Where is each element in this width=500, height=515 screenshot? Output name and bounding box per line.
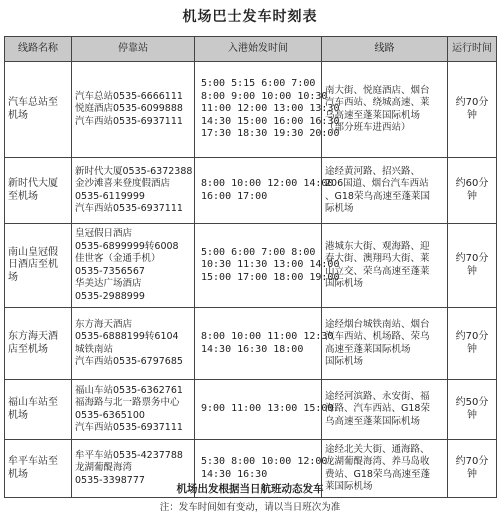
table-row [5, 62, 497, 158]
column-header: 入港始发时间 [195, 37, 322, 62]
route-cell [322, 224, 448, 308]
cell-line: 汽车西站、机场路、荣乌 [325, 331, 430, 342]
cell-line: 0535-7356567 [75, 265, 145, 277]
cell-line: 福山车站0535-6362761 [75, 384, 183, 396]
cell-line: 南山皇冠假 [8, 246, 58, 258]
table-row [5, 380, 497, 440]
cell-line: 店至机场 [8, 343, 48, 355]
cell-line: 悦庭酒店0535-6099888 [75, 103, 183, 115]
table-row [5, 158, 497, 224]
cell-line: 5:00 6:00 7:00 8:00 [201, 246, 316, 258]
cell-line: 15:00 17:00 18:00 19:00 [201, 271, 340, 283]
cell-line: 汽车西站、绕城高速、莱 [325, 97, 430, 108]
cell-line: 途经河滨路、永安街、福 [325, 390, 430, 402]
cell-line: 汽车总站0535-6666111 [75, 90, 183, 102]
cell-line: 乌高速至蓬莱国际机场 [325, 109, 421, 121]
cell-line: 新时代大厦0535-6372388 [75, 165, 193, 177]
footer-notice: 机场出发根据当日航班动态发车 [176, 483, 324, 495]
cell-line: 汽车西站0535-6937111 [75, 203, 183, 214]
cell-line: 17:30 18:30 19:30 20:00 [201, 128, 340, 140]
schedule-table [4, 36, 497, 498]
route-cell [322, 308, 448, 380]
page-title: 机场巴士发车时刻表 [182, 9, 318, 25]
table-header-row [5, 37, 497, 62]
cell-line: 佳世客（金通手机） [75, 253, 161, 264]
cell-line: 汽车总站至 [8, 97, 58, 108]
cell-line: 龙湖葡醍海湾 [75, 462, 133, 474]
cell-line: 206国道、烟台汽车西站 [325, 178, 429, 189]
cell-line: 高速至蓬莱国际机场 [325, 343, 411, 355]
cell-line: 0535-3398777 [75, 474, 145, 486]
cell-line: 城铁南站 [75, 343, 114, 355]
cell-line: （部分班车进西站） [325, 122, 411, 133]
cell-line: 机场 [8, 109, 28, 121]
cell-line: 福山车站至 [8, 397, 58, 408]
cell-line: 牟平车站至 [8, 456, 58, 467]
column-header: 运行时间 [448, 37, 497, 62]
cell-line: 海路、汽车西站、G18荣 [325, 403, 430, 415]
cell-line: 东方海天酒店 [75, 318, 133, 330]
cell-line: 汽车西站0535-6937111 [75, 422, 183, 433]
duration-cell: 约60分钟 [448, 158, 497, 224]
departure-times-cell [195, 158, 334, 224]
stops-cell [72, 224, 195, 308]
departure-times-cell [195, 224, 340, 308]
route-name-cell [5, 62, 72, 158]
cell-line: 金沙滩喜来登度假酒店 [75, 178, 171, 189]
duration-cell: 约70分钟 [448, 224, 497, 308]
cell-line: 乌高速至蓬莱国际机场 [325, 415, 421, 427]
route-name-cell [5, 158, 72, 224]
cell-line: 皇冠假日酒店 [75, 228, 133, 239]
cell-line: 国际机场 [325, 356, 364, 367]
cell-line: 新时代大厦 [8, 178, 58, 189]
cell-line: 汽车西站0535-6937111 [75, 115, 183, 127]
cell-line: 福海路与北一路票务中心 [75, 397, 180, 408]
cell-line: 9:00 11:00 13:00 15:00 [201, 403, 334, 415]
route-cell [322, 62, 448, 158]
cell-line: 14:30 15:00 16:00 16:30 [201, 115, 340, 127]
table-row [5, 308, 497, 380]
footer-note: 注：发车时间如有变动，请以当日班次为准 [159, 502, 341, 513]
cell-line: 南大街、悦庭酒店、烟台 [325, 84, 430, 96]
stops-cell [72, 308, 195, 380]
cell-line: 华美达广场酒店 [75, 278, 142, 289]
route-cell [322, 380, 448, 440]
cell-line: 日酒店至机 [8, 259, 58, 271]
departure-times-cell [195, 308, 334, 380]
cell-line: 11:00 12:00 13:00 13:30 [201, 103, 340, 115]
cell-line: 0535-6888199转6104 [75, 331, 179, 342]
cell-line: 港城东大街、观海路、迎 [325, 240, 430, 252]
cell-line: 山立交、荣乌高速至蓬莱 [325, 265, 430, 277]
departure-times-cell [195, 380, 334, 440]
cell-line: 10:30 11:30 13:00 14:00 [201, 259, 340, 271]
cell-line: 汽车西站0535-6797685 [75, 356, 183, 367]
stops-cell [72, 158, 195, 224]
column-header: 停靠站 [72, 37, 195, 62]
column-header: 线路名称 [5, 37, 72, 62]
cell-line: 机场 [8, 468, 28, 480]
column-header: 线路 [322, 37, 448, 62]
cell-line: 东方海天酒 [8, 331, 58, 342]
cell-line: 0535-6365100 [75, 409, 145, 421]
cell-line: 途经黄河路、招兴路、 [325, 165, 421, 177]
cell-line: 龙湖葡醍海湾、养马岛收 [325, 456, 430, 467]
cell-line: 14:30 16:30 [201, 468, 268, 480]
cell-line: 8:00 9:00 10:00 10:30 [201, 90, 328, 102]
cell-line: 16:00 17:00 [201, 190, 268, 202]
route-name-cell [5, 224, 72, 308]
table-body [5, 62, 497, 498]
stops-cell [72, 380, 195, 440]
route-name-cell [5, 308, 72, 380]
duration-cell: 约70分钟 [448, 308, 497, 380]
cell-line: 国际机场 [325, 278, 364, 289]
cell-line: 莱国际机场 [325, 481, 373, 492]
cell-line: 途经烟台城铁南站、烟台 [325, 318, 430, 330]
cell-line: 牟平车站0535-4237788 [75, 449, 183, 461]
cell-line: 0535-6899999转6008 [75, 240, 179, 252]
duration-cell: 约70分钟 [448, 62, 497, 158]
stops-cell [72, 62, 195, 158]
route-name-cell [5, 380, 72, 440]
cell-line: 8:00 10:00 12:00 14:00 [201, 178, 334, 189]
cell-line: 0535-6119999 [75, 190, 145, 202]
cell-line: 途经北关大街、通海路、 [325, 443, 430, 455]
cell-line: 0535-2988999 [75, 290, 145, 302]
cell-line: 5:30 8:00 10:00 12:00 [201, 456, 328, 467]
cell-line: 际机场 [325, 203, 354, 214]
cell-line: 场 [8, 271, 18, 283]
cell-line: 、G18荣乌高速至蓬莱国 [325, 190, 430, 202]
cell-line: 春大街、澳翔玛大街、莱 [325, 253, 430, 264]
table-row [5, 224, 497, 308]
cell-line: 费站、G18荣乌高速至蓬 [325, 468, 430, 480]
cell-line: 至机场 [8, 190, 38, 202]
route-cell [322, 158, 448, 224]
departure-times-cell [195, 62, 340, 158]
cell-line: 5:00 5:15 6:00 7:00 [201, 78, 316, 90]
duration-cell: 约50分钟 [448, 380, 497, 440]
duration-cell: 约70分钟 [448, 440, 497, 498]
cell-line: 14:30 16:30 18:00 [201, 343, 304, 355]
cell-line: 8:00 10:00 11:00 12:30 [201, 331, 334, 342]
cell-line: 机场 [8, 409, 28, 421]
